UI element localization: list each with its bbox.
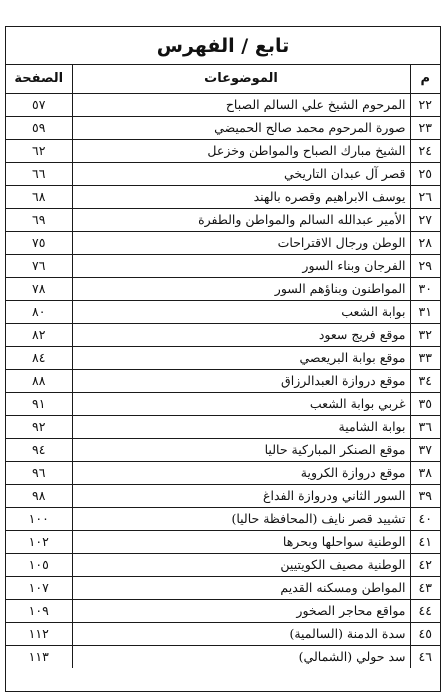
row-page: ٨٨ xyxy=(6,369,72,392)
table-row xyxy=(6,415,440,438)
row-page: ٩٨ xyxy=(6,484,72,507)
table-row xyxy=(6,576,440,599)
row-topic: بوابة الشعب xyxy=(72,300,410,323)
table-row xyxy=(6,116,440,139)
row-number: ٢٩ xyxy=(410,254,440,277)
table-row xyxy=(6,139,440,162)
row-topic: صورة المرحوم محمد صالح الحميضي xyxy=(72,116,410,139)
table-row xyxy=(6,369,440,392)
row-page: ١٠٥ xyxy=(6,553,72,576)
row-topic: يوسف الابراهيم وقصره بالهند xyxy=(72,185,410,208)
row-page: ٧٦ xyxy=(6,254,72,277)
table-row xyxy=(6,231,440,254)
row-number: ٢٧ xyxy=(410,208,440,231)
row-topic: المواطنون وبناؤهم السور xyxy=(72,277,410,300)
row-number: ٤٢ xyxy=(410,553,440,576)
row-number: ٣٧ xyxy=(410,438,440,461)
row-page: ٨٤ xyxy=(6,346,72,369)
row-topic: المواطن ومسكنه القديم xyxy=(72,576,410,599)
header-row xyxy=(6,65,440,93)
row-page: ١٠٢ xyxy=(6,530,72,553)
header-number: م xyxy=(410,65,440,93)
row-page: ٦٩ xyxy=(6,208,72,231)
row-number: ٣٠ xyxy=(410,277,440,300)
row-page: ٦٦ xyxy=(6,162,72,185)
row-page: ٦٨ xyxy=(6,185,72,208)
header-topic: الموضوعات xyxy=(72,65,410,93)
row-page: ١١٣ xyxy=(28,648,49,664)
row-topic: الفرجان وبناء السور xyxy=(72,254,410,277)
row-topic: موقع فريج سعود xyxy=(72,323,410,346)
row-topic: موقع دروازة الكروية xyxy=(72,461,410,484)
row-number: ٣٤ xyxy=(410,369,440,392)
row-number: ٢٨ xyxy=(410,231,440,254)
row-page: ٦٢ xyxy=(6,139,72,162)
row-page: ١١٢ xyxy=(6,622,72,645)
row-page: ٥٩ xyxy=(6,116,72,139)
row-number: ٤٤ xyxy=(410,599,440,622)
row-number: ٤٠ xyxy=(410,507,440,530)
row-number: ٢٣ xyxy=(410,116,440,139)
table-row xyxy=(6,162,440,185)
title-bar xyxy=(6,27,440,65)
table-row xyxy=(6,645,440,668)
row-number: ٣٩ xyxy=(410,484,440,507)
row-topic: الشيخ مبارك الصباح والمواطن وخزعل xyxy=(72,139,410,162)
row-page: ٨٠ xyxy=(6,300,72,323)
row-number: ٣٨ xyxy=(410,461,440,484)
row-topic: قصر آل عبدان التاريخي xyxy=(72,162,410,185)
table-row xyxy=(6,530,440,553)
table-row xyxy=(6,277,440,300)
row-number: ٣١ xyxy=(410,300,440,323)
row-topic: بوابة الشامية xyxy=(72,415,410,438)
row-topic: الأمير عبدالله السالم والمواطن والطفرة xyxy=(72,208,410,231)
row-topic: السور الثاني ودروازة الفداغ xyxy=(72,484,410,507)
table-row xyxy=(6,622,440,645)
row-topic: موقع بوابة البريعصي xyxy=(72,346,410,369)
row-topic: موقع الصنكر المباركية حاليا xyxy=(72,438,410,461)
table-row xyxy=(6,392,440,415)
row-page: ٥٧ xyxy=(6,93,72,116)
row-number: ٣٣ xyxy=(410,346,440,369)
row-number: ٤٣ xyxy=(410,576,440,599)
row-topic: الوطن ورجال الاقتراحات xyxy=(72,231,410,254)
row-page: ٧٨ xyxy=(6,277,72,300)
row-number: ٢٢ xyxy=(410,93,440,116)
row-number: ٢٦ xyxy=(410,185,440,208)
table-row xyxy=(6,254,440,277)
row-page: ١٠٠ xyxy=(6,507,72,530)
table-row xyxy=(6,185,440,208)
row-topic: المرحوم الشيخ علي السالم الصباح xyxy=(72,93,410,116)
row-page: ١٠٩ xyxy=(6,599,72,622)
table-row xyxy=(6,461,440,484)
row-topic: سدة الدمنة (السالمية) xyxy=(72,622,410,645)
row-topic: موقع دروازة العبدالرزاق xyxy=(72,369,410,392)
row-number: ٣٥ xyxy=(410,392,440,415)
row-number: ٤٦ xyxy=(410,645,440,668)
row-number: ٤٥ xyxy=(410,622,440,645)
row-number: ٢٤ xyxy=(410,139,440,162)
index-frame xyxy=(5,26,441,692)
table-row xyxy=(6,346,440,369)
row-topic: غربي بوابة الشعب xyxy=(72,392,410,415)
row-page: ٩٤ xyxy=(6,438,72,461)
row-topic: مواقع محاجر الصخور xyxy=(72,599,410,622)
row-number: ٣٢ xyxy=(410,323,440,346)
row-topic: تشييد قصر نايف (المحافظة حاليا) xyxy=(72,507,410,530)
header-page: الصفحة xyxy=(6,65,72,93)
row-page: ١٠٧ xyxy=(6,576,72,599)
index-table xyxy=(6,65,440,668)
table-row xyxy=(6,599,440,622)
row-topic: الوطنية مصيف الكويتيين xyxy=(72,553,410,576)
row-number: ٣٦ xyxy=(410,415,440,438)
table-row xyxy=(6,507,440,530)
table-row xyxy=(6,438,440,461)
table-row xyxy=(6,208,440,231)
table-row xyxy=(6,553,440,576)
table-row xyxy=(6,300,440,323)
index-body xyxy=(6,93,440,668)
row-page: ٩١ xyxy=(6,392,72,415)
row-number: ٢٥ xyxy=(410,162,440,185)
row-number: ٤١ xyxy=(410,530,440,553)
row-page: ٩٢ xyxy=(6,415,72,438)
row-topic: الوطنية سواحلها وبحرها xyxy=(72,530,410,553)
row-page: ٩٦ xyxy=(6,461,72,484)
row-page: ٨٢ xyxy=(6,323,72,346)
table-row xyxy=(6,323,440,346)
table-row xyxy=(6,484,440,507)
row-page: ٧٥ xyxy=(6,231,72,254)
table-row xyxy=(6,93,440,116)
page-title: تابع / الفهرس xyxy=(156,34,290,57)
row-topic: سد حولي (الشمالي) xyxy=(72,645,410,668)
